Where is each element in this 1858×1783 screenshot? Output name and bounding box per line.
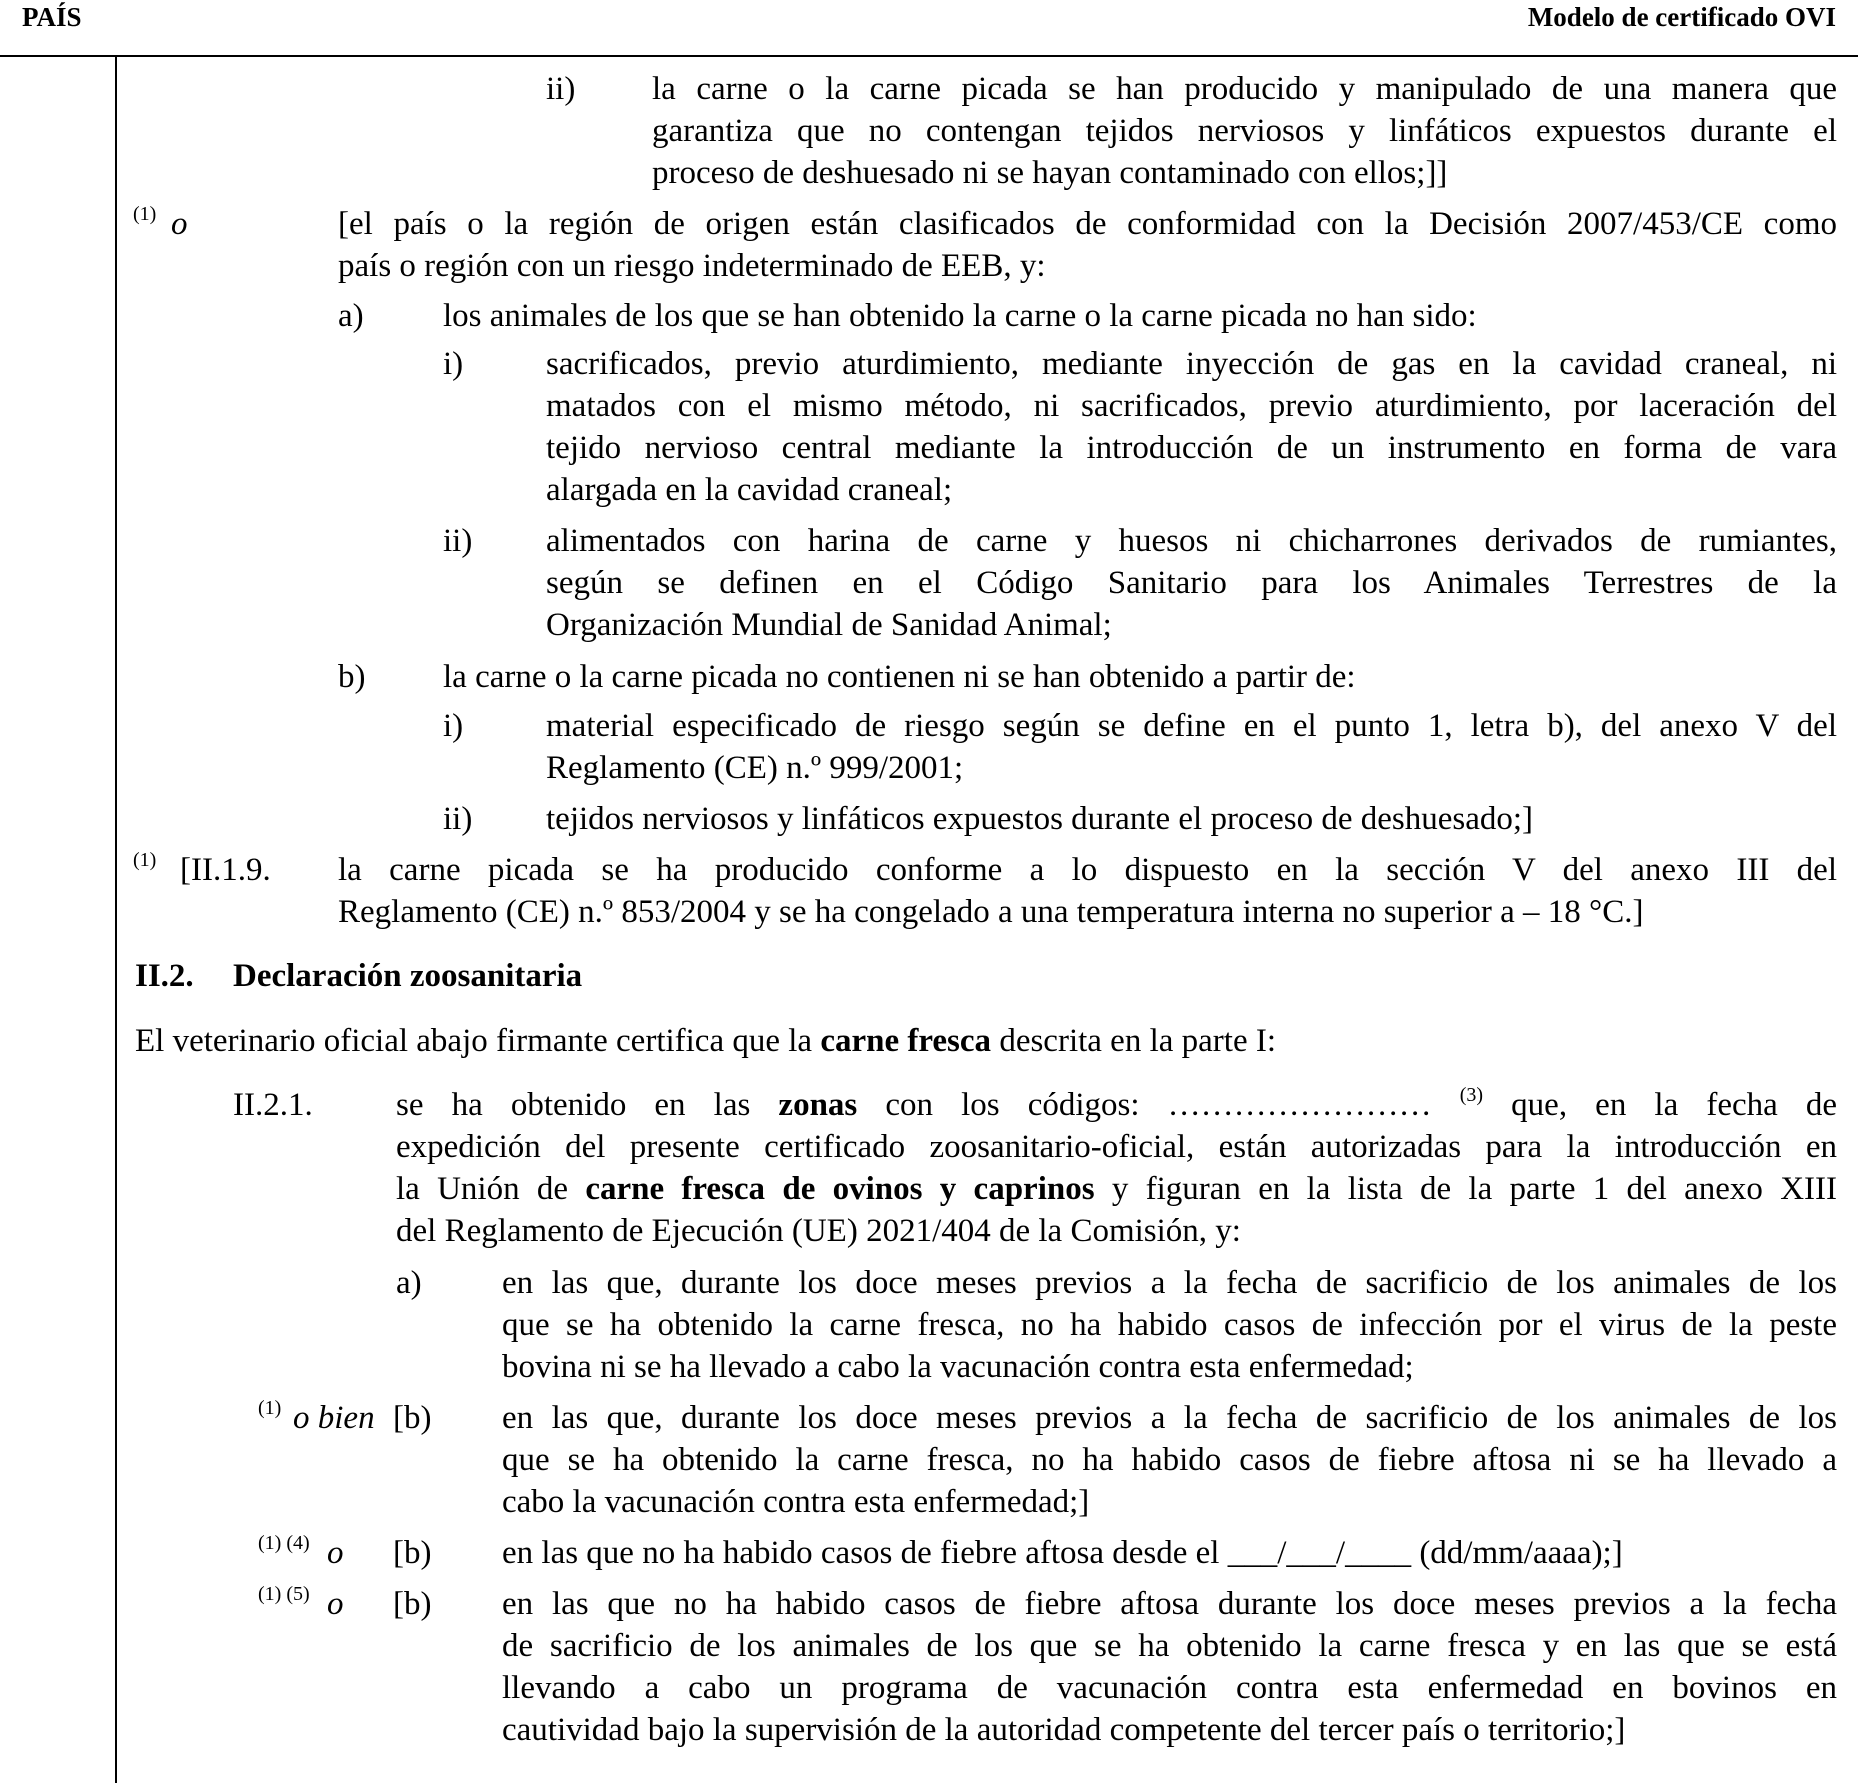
paragraph-line: la carne picada se ha producido conforme a lo dispuesto en la sección V del anexo III del — [338, 852, 1837, 888]
paragraph-line: matados con el mismo método, ni sacrificados, previo aturdimiento, por laceración del — [546, 388, 1837, 424]
item-label-a: a) — [396, 1265, 422, 1301]
footnote-marker: (1) — [258, 1397, 282, 1419]
paragraph-line: tejidos nerviosos y linfáticos expuestos durante el proceso de deshuesado;] — [546, 801, 1534, 837]
paragraph-line: sacrificados, previo aturdimiento, mediante inyección de gas en la cavidad craneal, ni — [546, 346, 1837, 382]
footnote-marker: (1) (5) — [258, 1583, 310, 1605]
paragraph-line: tejido nervioso central mediante la introducción de un instrumento en forma de vara — [546, 430, 1837, 466]
item-label-ii: ii) — [546, 71, 576, 107]
paragraph-line: que se ha obtenido la carne fresca, no ha habido casos de fiebre aftosa ni se ha llevado a — [502, 1442, 1837, 1478]
paragraph-line: la carne o la carne picada no contienen ni se han obtenido a partir de: — [443, 659, 1356, 695]
paragraph-line: los animales de los que se han obtenido la carne o la carne picada no han sido: — [443, 298, 1477, 334]
paragraph-line: Reglamento (CE) n.º 853/2004 y se ha congelado a una temperatura interna no superior a – 18 °C.] — [338, 894, 1644, 930]
alternative-marker: o bien — [293, 1400, 375, 1436]
paragraph-line: llevando a cabo un programa de vacunación contra esta enfermedad en bovinos en — [502, 1670, 1837, 1706]
section-number: II.2. — [135, 958, 194, 994]
paragraph-line: Reglamento (CE) n.º 999/2001; — [546, 750, 964, 786]
item-label-i: i) — [443, 708, 464, 744]
item-label-ii: ii) — [443, 523, 473, 559]
alternative-marker: o — [327, 1535, 344, 1571]
intro-paragraph: El veterinario oficial abajo firmante certifica que la carne fresca descrita en la parte I: — [135, 1023, 1276, 1059]
item-label-b: [b) — [393, 1400, 432, 1436]
paragraph-line: en las que no ha habido casos de fiebre aftosa durante los doce meses previos a la fecha — [502, 1586, 1837, 1622]
item-label-a: a) — [338, 298, 364, 334]
item-number-ii-1-9: [II.1.9. — [180, 852, 271, 888]
paragraph-line: bovina ni se ha llevado a cabo la vacunación contra esta enfermedad; — [502, 1349, 1414, 1385]
paragraph-line: la carne o la carne picada se han producido y manipulado de una manera que — [652, 71, 1837, 107]
paragraph-line: se ha obtenido en las zonas con los códigos: …………………… $^{(3)}$ que, en la fecha de — [396, 1084, 1838, 1123]
header-divider — [0, 55, 1858, 57]
header-country: PAÍS — [22, 2, 82, 32]
paragraph-line: según se definen en el Código Sanitario para los Animales Terrestres de la — [546, 565, 1837, 601]
paragraph-line: del Reglamento de Ejecución (UE) 2021/404 de la Comisión, y: — [396, 1213, 1241, 1249]
paragraph-line: material especificado de riesgo según se define en el punto 1, letra b), del anexo V del — [546, 708, 1837, 744]
paragraph-line: que se ha obtenido la carne fresca, no ha habido casos de infección por el virus de la peste — [502, 1307, 1837, 1343]
paragraph-line: en las que, durante los doce meses previos a la fecha de sacrificio de los animales de los — [502, 1400, 1837, 1436]
paragraph-line: [el país o la región de origen están clasificados de conformidad con la Decisión 2007/453/CE como — [338, 206, 1837, 242]
paragraph-line: cabo la vacunación contra esta enfermedad;] — [502, 1484, 1090, 1520]
paragraph-line: Organización Mundial de Sanidad Animal; — [546, 607, 1112, 643]
footnote-marker: (1) — [133, 203, 157, 225]
alternative-marker: o — [171, 206, 188, 242]
item-label-b: [b) — [393, 1586, 432, 1622]
item-label-ii: ii) — [443, 801, 473, 837]
section-title: Declaración zoosanitaria — [233, 958, 583, 994]
header-certificate-model: Modelo de certificado OVI — [1527, 2, 1836, 32]
paragraph-line: alargada en la cavidad craneal; — [546, 472, 953, 508]
paragraph-line: alimentados con harina de carne y huesos ni chicharrones derivados de rumiantes, — [546, 523, 1837, 559]
paragraph-line: de sacrificio de los animales de los que se ha obtenido la carne fresca y en las que se está — [502, 1628, 1837, 1664]
alternative-marker: o — [327, 1586, 344, 1622]
paragraph-line: proceso de deshuesado ni se hayan contaminado con ellos;]] — [652, 155, 1448, 191]
paragraph-line: la Unión de carne fresca de ovinos y caprinos y figuran en la lista de la parte 1 del anexo XIII — [396, 1171, 1837, 1207]
paragraph-line: garantiza que no contengan tejidos nerviosos y linfáticos expuestos durante el — [652, 113, 1837, 149]
footnote-marker: (1) (4) — [258, 1532, 310, 1554]
paragraph-line: en las que, durante los doce meses previos a la fecha de sacrificio de los animales de los — [502, 1265, 1837, 1301]
paragraph-line: expedición del presente certificado zoosanitario-oficial, están autorizadas para la introducción en — [396, 1129, 1837, 1165]
item-label-b: [b) — [393, 1535, 432, 1571]
footnote-marker: (1) — [133, 849, 157, 871]
item-label-i: i) — [443, 346, 464, 382]
paragraph-line: en las que no ha habido casos de fiebre aftosa desde el ___/___/____ (dd/mm/aaaa);] — [502, 1535, 1623, 1571]
item-number-ii-2-1: II.2.1. — [233, 1087, 313, 1123]
paragraph-line: cautividad bajo la supervisión de la autoridad competente del tercer país o territorio;] — [502, 1712, 1626, 1748]
paragraph-line: país o región con un riesgo indeterminado de EEB, y: — [338, 248, 1046, 284]
item-label-b: b) — [338, 659, 366, 695]
margin-column-divider — [115, 55, 117, 1783]
